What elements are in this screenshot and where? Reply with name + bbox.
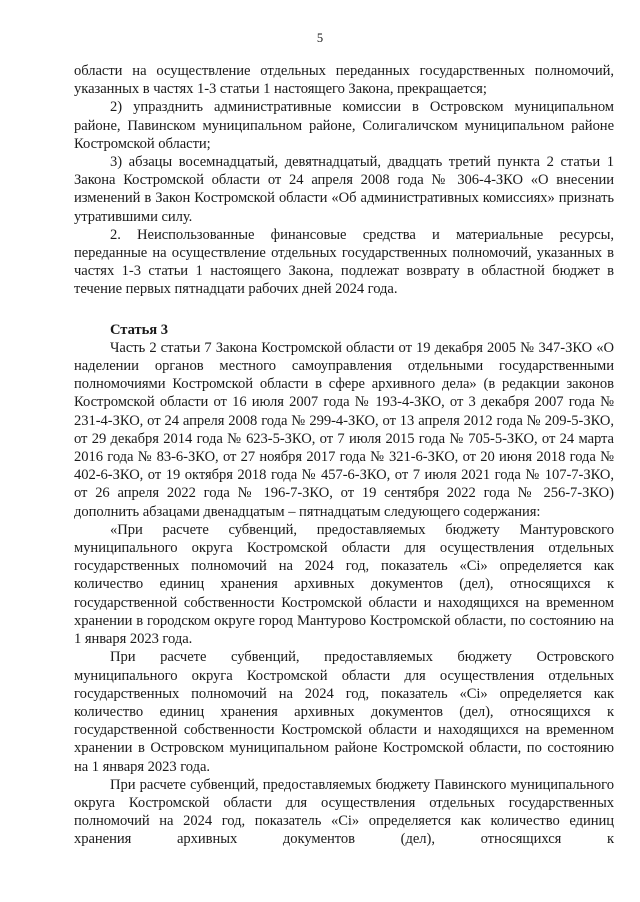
quoted-paragraph-manturovo: «При расчете субвенций, предоставляемых бюджету Мантуровского муниципального округа Костромской области для осуществления отдельных государственных полномочий на 2024 год, показатель «Ci» определяется как количество единиц хранения архивных документов (дел), относящихся к государственной собственности Костромской области и находящихся на временном хранении в городском округе город Мантурово Костромской области, по состоянию на 1 января 2023 года. (74, 521, 614, 648)
page-number: 5 (316, 31, 324, 45)
document-body (74, 62, 614, 849)
paragraph-continuation: области на осуществление отдельных переданных государственных полномочий, указанных в частях 1-3 статьи 1 настоящего Закона, прекращается; (74, 63, 614, 98)
quoted-paragraph-pavino: При расчете субвенций, предоставляемых бюджету Павинского муниципального округа Костромской области для осуществления отдельных государственных полномочий на 2024 год, показатель «Ci» определяется как количество единиц хранения архивных документов (дел), относящихся к (74, 776, 614, 848)
paragraph-item-2: 2) упразднить административные комиссии в Островском муниципальном районе, Павинском муниципальном районе, Солигаличском муниципальном районе Костромской области; (74, 99, 614, 152)
paragraph-item-3: 3) абзацы восемнадцатый, девятнадцатый, двадцать третий пункта 2 статьи 1 Закона Костромской области от 24 апреля 2008 года № 306-4-ЗКО «О внесении изменений в Закон Костромской области «Об административных комиссиях» признать утратившими силу. (74, 154, 614, 225)
article-heading: Статья 3 (110, 321, 168, 338)
article-intro: Часть 2 статьи 7 Закона Костромской области от 19 декабря 2005 № 347-ЗКО «О наделении органов местного самоуправления отдельными государственными полномочиями Костромской области в сфере архивного дела» (в редакции законов Костромской области от 16 июля 2007 года № 193-4-ЗКО, от 3 декабря 2007 года № 231-4-ЗКО, от 24 апреля 2008 года № 299-4-ЗКО, от 13 апреля 2012 года № 209-5-ЗКО, от 29 декабря 2014 года № 623-5-ЗКО, от 7 июля 2015 года № 705-5-ЗКО, от 24 марта 2016 года № 83-6-ЗКО, от 27 ноября 2017 года № 321-6-ЗКО, от 20 июня 2018 года № 402-6-ЗКО, от 19 октября 2018 года № 457-6-ЗКО, от 7 июля 2021 года № 107-7-ЗКО, от 26 апреля 2022 года № 196-7-ЗКО, от 19 сентября 2022 года № 256-7-ЗКО) дополнить абзацами двенадцатым – пятнадцатым следующего содержания: (74, 339, 614, 520)
quoted-paragraph-ostrovsky: При расчете субвенций, предоставляемых бюджету Островского муниципального округа Костромской области для осуществления отдельных государственных полномочий на 2024 год, показатель «Ci» определяется как количество единиц хранения архивных документов (дел), относящихся к государственной собственности Костромской области и находящихся на временном хранении в Островском муниципальном районе Костромской области, по состоянию на 1 января 2023 года. (74, 649, 614, 775)
section-spacer (74, 299, 614, 321)
paragraph-clause-2: 2. Неиспользованные финансовые средства и материальные ресурсы, переданные на осуществление отдельных государственных полномочий, указанных в частях 1-3 статьи 1 настоящего Закона, подлежат возврату в областной бюджет в течение первых пятнадцати рабочих дней 2024 года. (74, 226, 614, 298)
